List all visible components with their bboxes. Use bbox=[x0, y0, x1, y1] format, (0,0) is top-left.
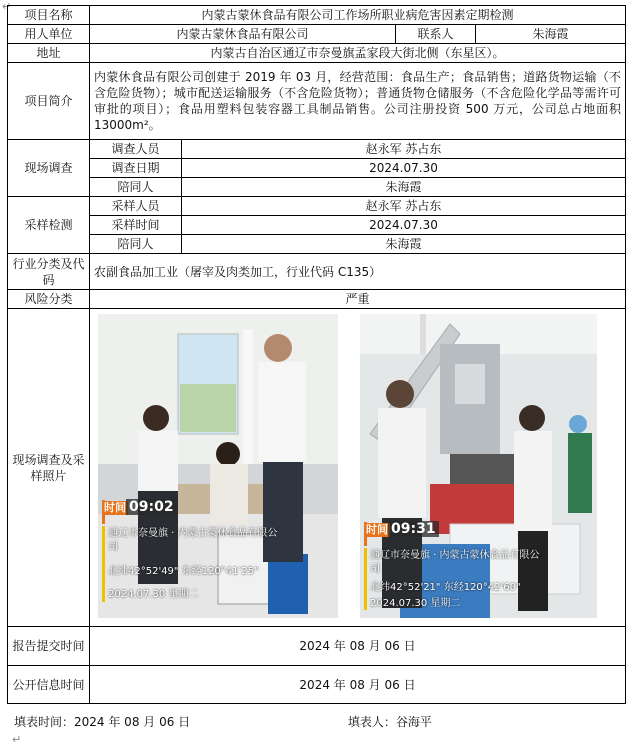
row-survey-3 bbox=[8, 178, 626, 197]
stamp-coordinates: 北纬42°52'49" 东经120°41'25" bbox=[108, 566, 259, 577]
fill-time-value: 2024 年 08 月 06 日 bbox=[74, 715, 191, 729]
contact-value: 朱海霞 bbox=[476, 25, 626, 44]
risk-label: 风险分类 bbox=[8, 290, 90, 309]
row-sampling-2 bbox=[8, 216, 626, 235]
project-name-value: 内蒙古蒙休食品有限公司工作场所职业病危害因素定期检测 bbox=[90, 6, 626, 25]
survey-value: 2024.07.30 bbox=[182, 159, 626, 178]
stamp-location: 通辽市奈曼旗 · 内蒙古蒙休食品有限公 bbox=[108, 528, 278, 539]
factory-scene-image bbox=[360, 314, 597, 618]
form-footer bbox=[14, 714, 432, 730]
sampling-value: 赵永军 苏占东 bbox=[182, 197, 626, 216]
row-intro bbox=[8, 63, 626, 140]
row-sampling-1 bbox=[8, 197, 626, 216]
survey-value: 赵永军 苏占东 bbox=[182, 140, 626, 159]
row-survey-2 bbox=[8, 159, 626, 178]
site-survey-photo bbox=[98, 314, 338, 618]
paragraph-mark: ↵ bbox=[12, 733, 22, 746]
sampling-label: 采样检测 bbox=[8, 197, 90, 254]
sampling-value: 朱海霞 bbox=[182, 235, 626, 254]
project-name-label: 项目名称 bbox=[8, 6, 90, 25]
row-address bbox=[8, 44, 626, 63]
row-employer bbox=[8, 25, 626, 44]
sampling-key: 陪同人 bbox=[90, 235, 182, 254]
stamp-location-cont: 司 bbox=[108, 542, 118, 553]
stamp-time-label: 时间 bbox=[104, 501, 126, 514]
sampling-value: 2024.07.30 bbox=[182, 216, 626, 235]
corner-mark-top-left: ↵ bbox=[2, 0, 12, 13]
inspection-form bbox=[7, 5, 626, 704]
row-industry bbox=[8, 254, 626, 290]
intro-value: 内蒙休食品有限公司创建于 2019 年 03 月，经营范围：食品生产；食品销售；道路货物运输（不含危险货物）；城市配送运输服务（不含危险货物）；普通货物仓储服务（不含危险化学品等需许可审批的项目）；食品用塑料包装容器工具制品销售。公司注册投资 500 万元，公司总占地面积 13000m²。 bbox=[90, 63, 626, 140]
survey-key: 调查人员 bbox=[90, 140, 182, 159]
row-survey-1 bbox=[8, 140, 626, 159]
sampling-key: 采样时间 bbox=[90, 216, 182, 235]
survey-label: 现场调查 bbox=[8, 140, 90, 197]
report-time-value: 2024 年 08 月 06 日 bbox=[90, 627, 626, 666]
intro-label: 项目简介 bbox=[8, 63, 90, 140]
survey-key: 调查日期 bbox=[90, 159, 182, 178]
industry-label: 行业分类及代码 bbox=[8, 254, 90, 290]
stamp-time-label: 时间 bbox=[366, 523, 388, 536]
survey-key: 陪同人 bbox=[90, 178, 182, 197]
stamp-location-cont: 司 bbox=[370, 564, 380, 575]
stamp-location: 通辽市奈曼旗 · 内蒙古蒙休食品有限公 bbox=[370, 550, 540, 561]
sampling-key: 采样人员 bbox=[90, 197, 182, 216]
row-sampling-3 bbox=[8, 235, 626, 254]
stamp-location-bar bbox=[102, 526, 105, 602]
risk-value: 严重 bbox=[90, 290, 626, 309]
photos-label: 现场调查及采样照片 bbox=[8, 309, 90, 627]
address-value: 内蒙古自治区通辽市奈曼旗孟家段大街北侧（东星区）。 bbox=[90, 44, 626, 63]
stamp-location-bar bbox=[364, 548, 367, 610]
filler-label: 填表人： bbox=[347, 715, 396, 729]
row-report-time bbox=[8, 627, 626, 666]
public-time-label: 公开信息时间 bbox=[8, 666, 90, 704]
employer-value: 内蒙古蒙休食品有限公司 bbox=[90, 25, 396, 44]
stamp-clock: 09:02 bbox=[126, 499, 177, 515]
industry-value: 农副食品加工业（屠宰及肉类加工，行业代码 C135） bbox=[90, 254, 626, 290]
fill-time-label: 填表时间： bbox=[14, 715, 75, 729]
stamp-clock: 09:31 bbox=[388, 521, 439, 537]
employer-label: 用人单位 bbox=[8, 25, 90, 44]
stamp-date: 2024.07.30 星期二 bbox=[370, 598, 461, 609]
stamp-coordinates: 北纬42°52'21" 东经120°42'60" bbox=[370, 582, 521, 593]
public-time-value: 2024 年 08 月 06 日 bbox=[90, 666, 626, 704]
photos-cell bbox=[90, 309, 626, 627]
survey-value: 朱海霞 bbox=[182, 178, 626, 197]
site-sampling-photo bbox=[360, 314, 597, 618]
row-photos bbox=[8, 309, 626, 627]
stamp-date: 2024.07.30 星期二 bbox=[108, 589, 199, 600]
address-label: 地址 bbox=[8, 44, 90, 63]
contact-label: 联系人 bbox=[396, 25, 476, 44]
report-time-label: 报告提交时间 bbox=[8, 627, 90, 666]
row-public-time bbox=[8, 666, 626, 704]
row-project-name bbox=[8, 6, 626, 25]
filler-value: 谷海平 bbox=[395, 715, 432, 729]
row-risk bbox=[8, 290, 626, 309]
